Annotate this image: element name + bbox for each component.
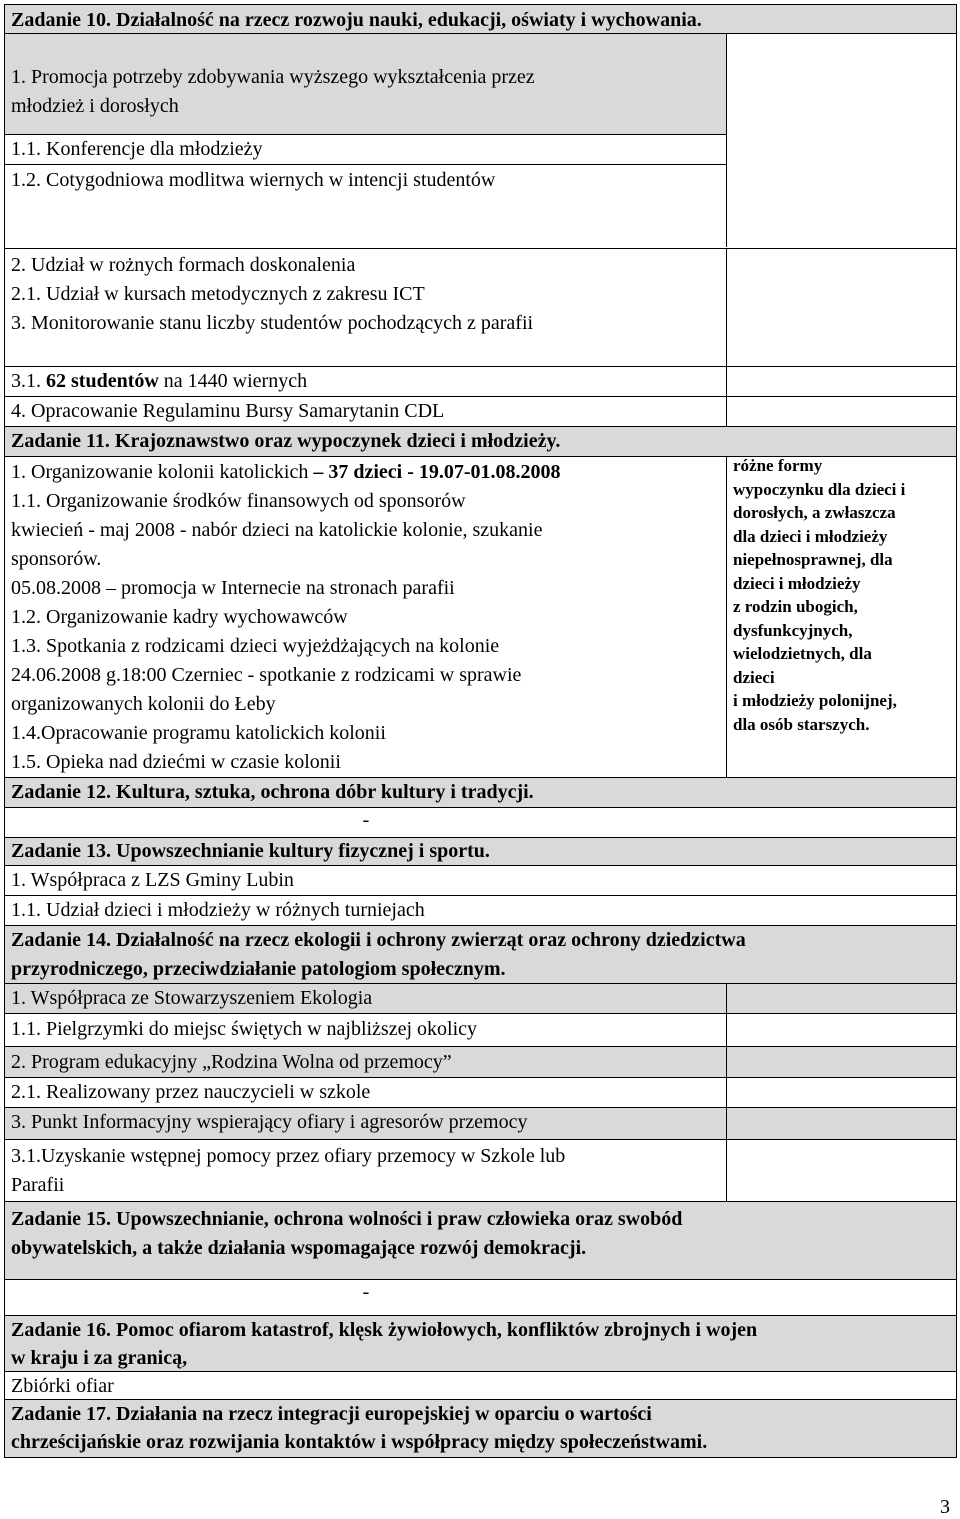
z14-heading1: Zadanie 14. Działalność na rzecz ekologii i ochrony zwierząt oraz ochrony dziedzictwa [11, 929, 746, 951]
z13-row1 [4, 866, 957, 896]
z11-heading-row [4, 427, 957, 457]
z10-body [4, 34, 957, 249]
z10-block1 [5, 34, 726, 135]
z11-side-note [733, 454, 953, 736]
z10-heading: Zadanie 10. Działalność na rzecz rozwoju nauki, edukacji, oświaty i wychowania. [11, 9, 702, 31]
z16-heading-row [4, 1316, 957, 1372]
z16-heading2: w kraju i za granicą, [11, 1347, 188, 1369]
z11-side-line: dzieci [733, 667, 775, 687]
z15-heading1: Zadanie 15. Upowszechnianie, ochrona wolności i praw człowieka oraz swobód [11, 1208, 683, 1230]
z11-line10: 1.4.Opracowanie programu katolickich kolonii [11, 722, 386, 744]
z13-line2: 1.1. Udział dzieci i młodzieży w różnych turniejach [11, 899, 425, 921]
z10-row8 [4, 397, 957, 427]
z11-body [4, 457, 957, 778]
z14-row3 [4, 1047, 957, 1078]
z11-side-line: dla osób starszych. [733, 714, 870, 734]
z13-line1: 1. Współpraca z LZS Gminy Lubin [11, 869, 294, 891]
z12-heading: Zadanie 12. Kultura, sztuka, ochrona dóbr kultury i tradycji. [11, 781, 534, 803]
z11-line4: sponsorów. [11, 548, 102, 570]
z14-line3: 2. Program edukacyjny „Rodzina Wolna od przemocy” [11, 1051, 452, 1073]
z11-side-line: niepełnosprawnej, dla [733, 550, 893, 569]
z10-left-column [5, 34, 727, 247]
z14-row5-cell [5, 1108, 727, 1139]
z12-heading-row [4, 778, 957, 808]
z15-body [4, 1280, 957, 1316]
z10-line1a: 1. Promocja potrzeby zdobywania wyższego wykształcenia przez [11, 66, 535, 88]
z11-side-line: wielodzietnych, dla [733, 644, 872, 663]
z10-line5: 2.1. Udział w kursach metodycznych z zakresu ICT [11, 283, 425, 305]
z11-side-line: wypoczynku dla dzieci i [733, 479, 906, 499]
z17-heading-row [4, 1400, 957, 1458]
z11-line9: organizowanych kolonii do Łeby [11, 693, 276, 715]
z14-row6-cell [5, 1140, 727, 1201]
z13-heading-row [4, 838, 957, 866]
page-number: 3 [940, 1496, 950, 1518]
z11-left-column [5, 457, 727, 777]
z10-line8: 4. Opracowanie Regulaminu Bursy Samarytanin CDL [11, 400, 445, 422]
z11-line3: kwiecień - maj 2008 - nabór dzieci na katolickie kolonie, szukanie [11, 519, 543, 541]
z12-dash: - [362, 809, 370, 831]
z11-side-line: dorosłych, a zwłaszcza [733, 503, 896, 522]
z14-line5: 3. Punkt Informacyjny wspierający ofiary i agresorów przemocy [11, 1111, 528, 1133]
z14-line6a: 3.1.Uzyskanie wstępnej pomocy przez ofiary przemocy w Szkole lub [11, 1145, 566, 1167]
z16-line1: Zbiórki ofiar [11, 1375, 114, 1397]
z11-line8: 24.06.2008 g.18:00 Czerniec - spotkanie z rodzicami w sprawie [11, 664, 522, 686]
z14-line6b: Parafii [11, 1174, 65, 1196]
z11-heading: Zadanie 11. Krajoznawstwo oraz wypoczynek dzieci i młodzieży. [11, 430, 561, 452]
z15-heading2: obywatelskich, a także działania wspomagające rozwój demokracji. [11, 1237, 587, 1259]
z17-heading2: chrześcijańskie oraz rozwijania kontaktów i współpracy między społeczeństwami. [11, 1431, 708, 1453]
z10-line4: 2. Udział w rożnych formach doskonalenia [11, 254, 356, 276]
z11-side-line: różne formy [733, 456, 823, 475]
z11-side-line: i młodzieży polonijnej, [733, 691, 897, 710]
z10-line1b: młodzież i dorosłych [11, 95, 179, 117]
z11-side-line: dla dzieci i młodzieży [733, 526, 888, 546]
z11-side-line: dzieci i młodzieży [733, 573, 861, 593]
z10-block2 [5, 135, 726, 165]
z14-row2 [4, 1014, 957, 1047]
z15-heading-row [4, 1202, 957, 1280]
z15-dash: - [362, 1281, 370, 1303]
z11-line6: 1.2. Organizowanie kadry wychowawców [11, 606, 348, 628]
z14-row1-cell [5, 984, 727, 1013]
z10-left-column3 [5, 367, 727, 396]
z11-line5: 05.08.2008 – promocja w Internecie na stronach parafii [11, 577, 455, 599]
z14-line4: 2.1. Realizowany przez nauczycieli w szkole [11, 1081, 371, 1103]
z13-row2 [4, 896, 957, 926]
z11-line11: 1.5. Opieka nad dziećmi w czasie kolonii [11, 751, 341, 773]
z10-line7: 3.1. 62 studentów na 1440 wiernych [11, 370, 308, 392]
z10-line3: 1.2. Cotygodniowa modlitwa wiernych w intencji studentów [11, 169, 496, 191]
z11-side-line: z rodzin ubogich, [733, 597, 858, 616]
z14-row3-cell [5, 1047, 727, 1077]
z10-line6: 3. Monitorowanie stanu liczby studentów pochodzących z parafii [11, 312, 534, 334]
z11-line7: 1.3. Spotkania z rodzicami dzieci wyjeżdżających na kolonie [11, 635, 500, 657]
z10-block3 [5, 165, 726, 247]
z14-row4 [4, 1078, 957, 1108]
z16-body [4, 1372, 957, 1400]
z14-line1: 1. Współpraca ze Stowarzyszeniem Ekologia [11, 987, 373, 1009]
z13-heading: Zadanie 13. Upowszechnianie kultury fizycznej i sportu. [11, 840, 490, 862]
z14-row5 [4, 1108, 957, 1140]
z14-line2: 1.1. Pielgrzymki do miejsc świętych w najbliższej okolicy [11, 1018, 478, 1040]
z10-body2 [4, 249, 957, 367]
z16-heading1: Zadanie 16. Pomoc ofiarom katastrof, klęsk żywiołowych, konfliktów zbrojnych i wojen [11, 1319, 758, 1341]
z14-row6 [4, 1140, 957, 1202]
z11-line1: 1. Organizowanie kolonii katolickich – 37 dzieci - 19.07-01.08.2008 [11, 461, 561, 483]
z10-left-column4 [5, 397, 727, 426]
z14-row1 [4, 984, 957, 1014]
z14-heading2: przyrodniczego, przeciwdziałanie patologiom społecznym. [11, 958, 506, 980]
z14-row4-cell [5, 1078, 727, 1107]
document-table [4, 4, 957, 1458]
z10-row7 [4, 367, 957, 397]
z10-left-column2 [5, 249, 727, 366]
z14-row2-cell [5, 1014, 727, 1046]
z11-line2: 1.1. Organizowanie środków finansowych od sponsorów [11, 490, 466, 512]
z10-heading-row [4, 4, 957, 34]
z11-side-line: dysfunkcyjnych, [733, 620, 853, 640]
z12-body [4, 808, 957, 838]
z10-line2: 1.1. Konferencje dla młodzieży [11, 138, 263, 160]
z14-heading-row [4, 926, 957, 984]
z17-heading1: Zadanie 17. Działania na rzecz integracji europejskiej w oparciu o wartości [11, 1403, 652, 1425]
